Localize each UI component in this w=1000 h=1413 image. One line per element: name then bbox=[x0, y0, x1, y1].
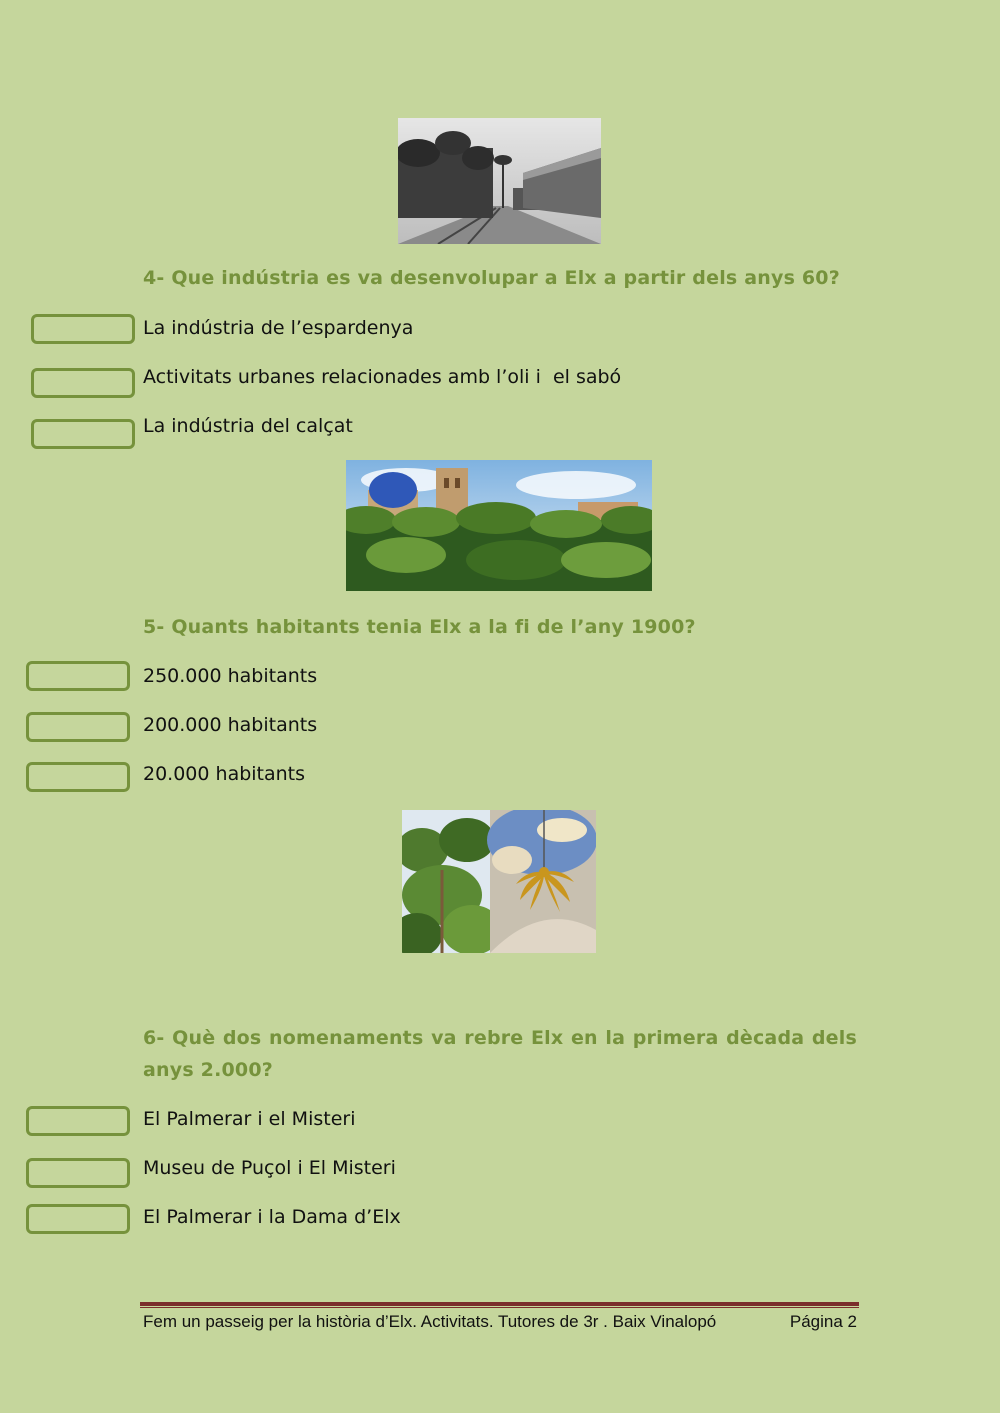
answer-box-q5-2[interactable] bbox=[26, 712, 130, 742]
palm-grove-photo bbox=[346, 460, 652, 591]
answer-box-q6-2[interactable] bbox=[26, 1158, 130, 1188]
answer-box-q6-3[interactable] bbox=[26, 1204, 130, 1234]
answer-box-q4-2[interactable] bbox=[31, 368, 135, 398]
option-q5-2: 200.000 habitants bbox=[143, 714, 318, 736]
answer-box-q4-3[interactable] bbox=[31, 419, 135, 449]
answer-box-q6-1[interactable] bbox=[26, 1106, 130, 1136]
question-4: 4- Que indústria es va desenvolupar a Elx a partir dels anys 60? bbox=[143, 267, 840, 289]
footer-text: Fem un passeig per la història d’Elx. Activitats. Tutores de 3r . Baix Vinalopó bbox=[143, 1312, 717, 1331]
answer-box-q5-1[interactable] bbox=[26, 661, 130, 691]
option-q5-3: 20.000 habitants bbox=[143, 763, 306, 785]
option-q4-3: La indústria del calçat bbox=[143, 415, 353, 437]
page-number: Página 2 bbox=[789, 1312, 857, 1331]
option-q6-2: Museu de Puçol i El Misteri bbox=[143, 1157, 396, 1179]
question-5: 5- Quants habitants tenia Elx a la fi de l’any 1900? bbox=[143, 616, 696, 638]
answer-box-q4-1[interactable] bbox=[31, 314, 135, 344]
option-q4-1: La indústria de l’espardenya bbox=[143, 317, 414, 339]
footer-rule-thin bbox=[140, 1307, 859, 1308]
question-6: 6- Què dos nomenaments va rebre Elx en la primera dècada dels anys 2.000? bbox=[143, 1027, 857, 1081]
option-q6-3: El Palmerar i la Dama d’Elx bbox=[143, 1206, 401, 1228]
palmerar-misteri-photo bbox=[402, 810, 596, 953]
footer-rule bbox=[140, 1302, 859, 1306]
answer-box-q5-3[interactable] bbox=[26, 762, 130, 792]
railway-photo bbox=[398, 118, 601, 244]
option-q4-2: Activitats urbanes relacionades amb l’oli i el sabó bbox=[143, 366, 622, 388]
option-q6-1: El Palmerar i el Misteri bbox=[143, 1108, 356, 1130]
page-footer bbox=[143, 1312, 857, 1332]
option-q5-1: 250.000 habitants bbox=[143, 665, 318, 687]
